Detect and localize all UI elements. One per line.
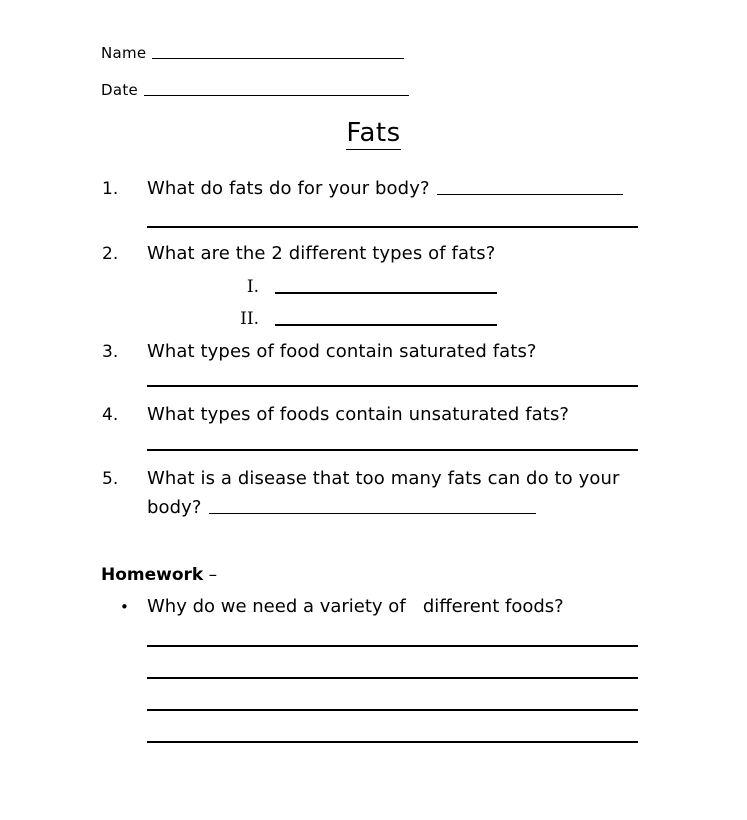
question-2-sub-item-1-marker: I.: [246, 277, 259, 297]
homework-answer-line-4[interactable]: [147, 741, 638, 743]
question-2: [102, 243, 662, 264]
question-4-answer-line[interactable]: [147, 449, 638, 451]
homework-question-text: Why do we need a variety of different foods?: [147, 596, 564, 617]
name-write-in-line[interactable]: [152, 58, 404, 59]
homework-answer-line-1[interactable]: [147, 645, 638, 647]
question-5-answer-line[interactable]: [209, 513, 536, 514]
homework-answer-line-2[interactable]: [147, 677, 638, 679]
question-1-text: What do fats do for your body?: [147, 178, 430, 199]
question-2-number: 2.: [102, 244, 119, 264]
page-title: [0, 118, 747, 148]
question-3: [102, 341, 662, 362]
homework-heading: [101, 565, 217, 585]
question-5: [102, 468, 662, 518]
question-3-number: 3.: [102, 342, 119, 362]
homework-bullet-item: [120, 596, 564, 617]
date-label: Date: [101, 81, 139, 99]
question-5-text-line-2: body?: [147, 497, 202, 518]
homework-answer-line-3[interactable]: [147, 709, 638, 711]
question-1-answer-line[interactable]: [437, 194, 623, 195]
name-label: Name: [101, 44, 147, 62]
question-2-sub-item-2-answer-line[interactable]: [275, 324, 497, 326]
bullet-icon: •: [120, 598, 129, 616]
question-1: [102, 178, 662, 199]
question-2-sub-item-2: [213, 309, 497, 329]
date-write-in-line[interactable]: [144, 95, 409, 96]
question-4-text: What types of foods contain unsaturated fats?: [147, 404, 570, 425]
question-1-answer-line-2[interactable]: [147, 226, 638, 228]
page-title-text: Fats: [346, 118, 401, 148]
date-field: [101, 81, 409, 99]
question-1-number: 1.: [102, 179, 119, 199]
question-3-text: What types of food contain saturated fats?: [147, 341, 537, 362]
question-4-number: 4.: [102, 405, 119, 425]
homework-heading-dash: –: [203, 565, 218, 585]
question-3-answer-line[interactable]: [147, 385, 638, 387]
question-5-text: What is a disease that too many fats can do to your: [147, 468, 620, 489]
question-5-number: 5.: [102, 469, 119, 489]
homework-heading-text: Homework: [101, 565, 204, 585]
question-4: [102, 404, 662, 425]
name-field: [101, 44, 404, 62]
question-2-sub-item-1-answer-line[interactable]: [275, 292, 497, 294]
question-2-text: What are the 2 different types of fats?: [147, 243, 496, 264]
question-2-sub-item-2-marker: II.: [240, 309, 259, 329]
question-2-sub-item-1: [213, 277, 497, 297]
